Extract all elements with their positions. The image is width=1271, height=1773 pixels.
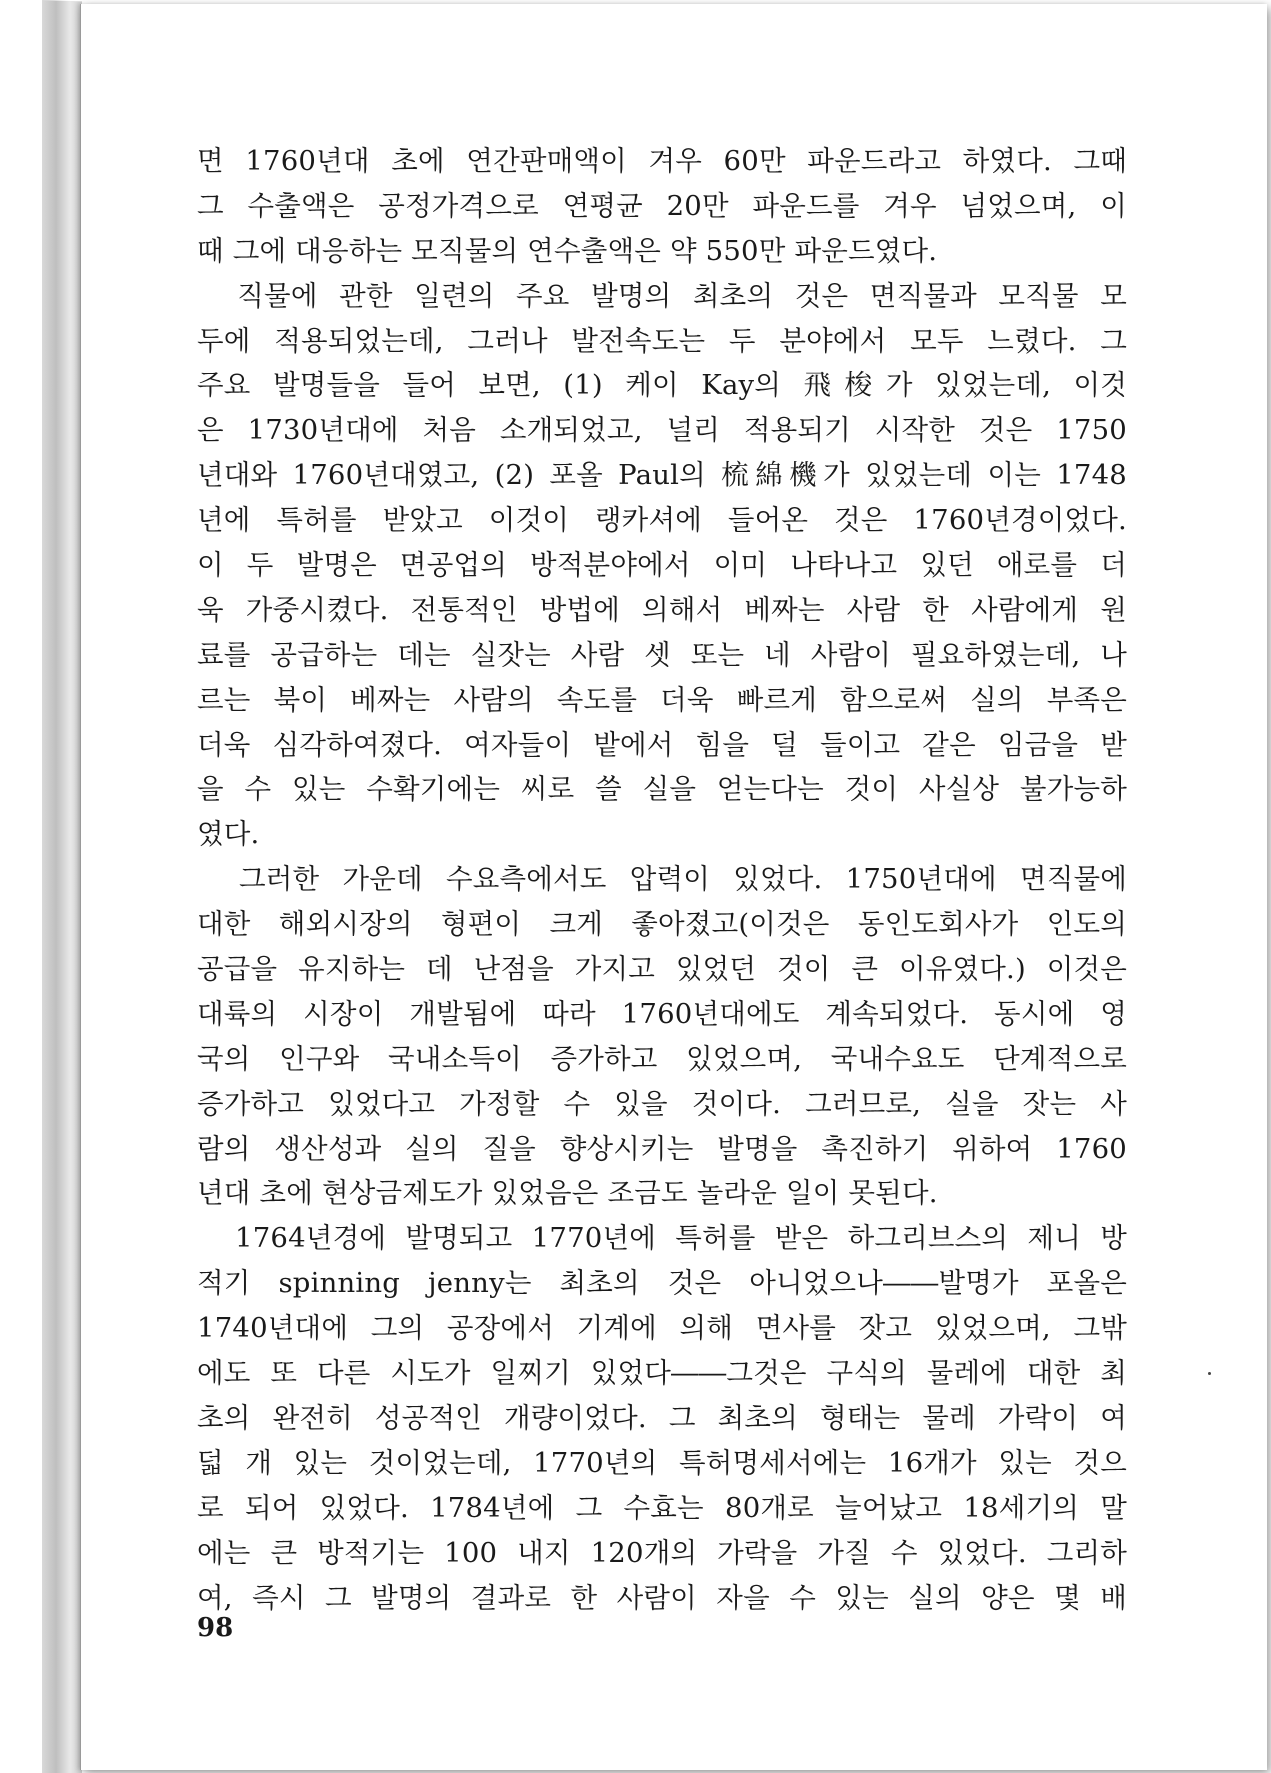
text-line: 에는 큰 방적기는 100 내지 120개의 가락을 가질 수 있었다. 그리하	[197, 1536, 1127, 1569]
text-line: 대륙의 시장이 개발됨에 따라 1760년대에도 계속되었다. 동시에 영	[197, 997, 1127, 1030]
text-line: 년에 특허를 받았고 이것이 랭카셔에 들어온 것은 1760년경이었다.	[197, 504, 1127, 537]
text-line: 증가하고 있었다고 가정할 수 있을 것이다. 그러므로, 실을 잣는 사	[197, 1087, 1127, 1120]
page-number: 98	[197, 1613, 234, 1643]
text-line: 1764년경에 발명되고 1770년에 특허를 받은 하그리브스의 제니 방	[197, 1222, 1127, 1255]
text-line: 초의 완전히 성공적인 개량이었다. 그 최초의 형태는 물레 가락이 여	[197, 1401, 1127, 1434]
text-line: 을 수 있는 수확기에는 씨로 쓸 실을 얻는다는 것이 사실상 불가능하	[197, 773, 1127, 806]
text-line: 욱 가중시켰다. 전통적인 방법에 의해서 베짜는 사람 한 사람에게 원	[197, 593, 1127, 626]
body-text	[197, 139, 1127, 1620]
text-line: 직물에 관한 일련의 주요 발명의 최초의 것은 면직물과 모직물 모	[197, 279, 1127, 312]
text-line: 대한 해외시장의 형편이 크게 좋아졌고(이것은 동인도회사가 인도의	[197, 908, 1127, 941]
text-line: 더욱 심각하여졌다. 여자들이 밭에서 힘을 덜 들이고 같은 임금을 받	[197, 728, 1127, 761]
text-line: 그 수출액은 공정가격으로 연평균 20만 파운드를 겨우 넘었으며, 이	[197, 189, 1127, 222]
text-line: 람의 생산성과 실의 질을 향상시키는 발명을 촉진하기 위하여 1760	[197, 1132, 1127, 1165]
text-line: 로 되어 있었다. 1784년에 그 수효는 80개로 늘어났고 18세기의 말	[197, 1491, 1127, 1524]
text-line: 여, 즉시 그 발명의 결과로 한 사람이 자을 수 있는 실의 양은 몇 배	[197, 1581, 1127, 1614]
text-line: 두에 적용되었는데, 그러나 발전속도는 두 분야에서 모두 느렸다. 그	[197, 324, 1127, 357]
text-line: 이 두 발명은 면공업의 방적분야에서 이미 나타나고 있던 애로를 더	[197, 549, 1127, 582]
text-line: 그러한 가운데 수요측에서도 압력이 있었다. 1750년대에 면직물에	[197, 863, 1127, 896]
text-line: 였다.	[197, 818, 260, 851]
text-line: 면 1760년대 초에 연간판매액이 겨우 60만 파운드라고 하였다. 그때	[197, 145, 1127, 177]
text-line: 료를 공급하는 데는 실잣는 사람 셋 또는 네 사람이 필요하였는데, 나	[197, 638, 1127, 671]
text-line: 공급을 유지하는 데 난점을 가지고 있었던 것이 큰 이유였다.) 이것은	[197, 953, 1127, 986]
text-line: 1740년대에 그의 공장에서 기계에 의해 면사를 잣고 있었으며, 그밖	[197, 1312, 1127, 1345]
text-line: 국의 인구와 국내소득이 증가하고 있었으며, 국내수요도 단계적으로	[197, 1042, 1127, 1075]
text-line: 년대와 1760년대였고, (2) 포올 Paul의 梳綿機가 있었는데 이는 1748	[197, 459, 1127, 492]
text-line: 르는 북이 베짜는 사람의 속도를 더욱 빠르게 함으로써 실의 부족은	[197, 683, 1127, 716]
text-line: 에도 또 다른 시도가 일찌기 있었다――그것은 구식의 물레에 대한 최	[197, 1357, 1127, 1390]
text-line: 년대 초에 현상금제도가 있었음은 조금도 놀라운 일이 못된다.	[197, 1177, 938, 1210]
text-line: 때 그에 대응하는 모직물의 연수출액은 약 550만 파운드였다.	[197, 234, 938, 267]
text-line: 주요 발명들을 들어 보면, (1) 케이 Kay의 飛梭가 있었는데, 이것	[197, 369, 1127, 402]
speck	[1208, 1372, 1211, 1375]
text-line: 은 1730년대에 처음 소개되었고, 널리 적용되기 시작한 것은 1750	[197, 414, 1127, 447]
page-edge	[42, 0, 82, 1773]
text-line: 덟 개 있는 것이었는데, 1770년의 특허명세서에는 16개가 있는 것으	[197, 1446, 1127, 1479]
text-line: 적기 spinning jenny는 최초의 것은 아니었으나――발명가 포올은	[197, 1267, 1127, 1300]
